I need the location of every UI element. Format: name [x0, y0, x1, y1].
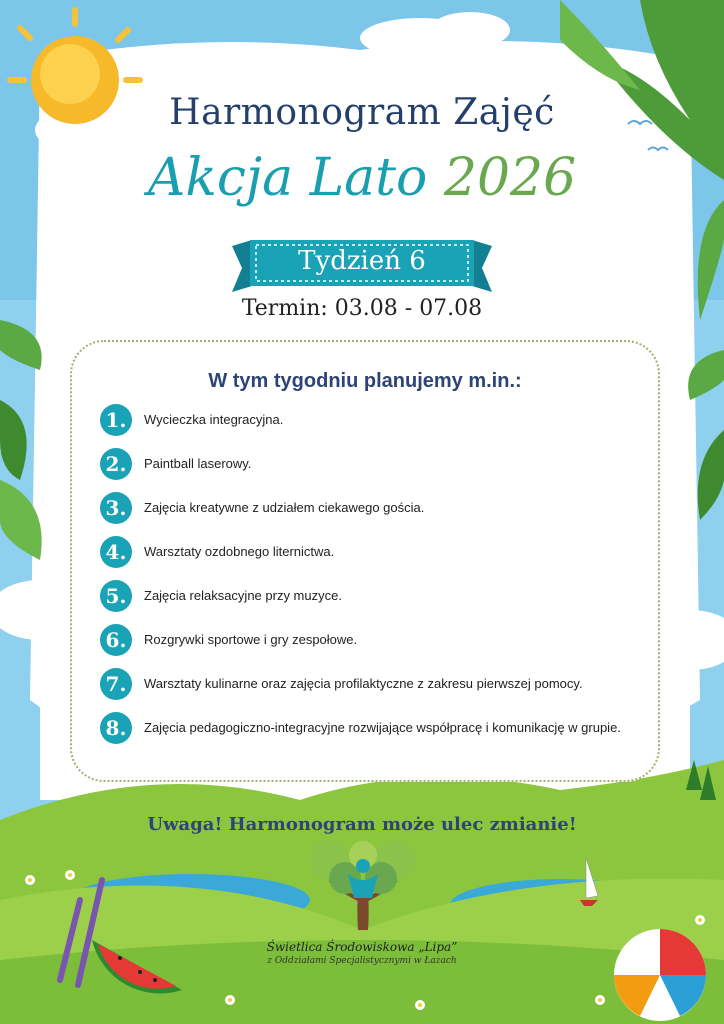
- event-subtitle: [0, 148, 724, 208]
- item-number-badge: 7.: [100, 668, 132, 700]
- week-banner: [232, 240, 492, 290]
- event-name: Akcja Lato: [147, 148, 444, 208]
- item-number-badge: 4.: [100, 536, 132, 568]
- item-number-badge: 2.: [100, 448, 132, 480]
- event-year: 2026: [443, 148, 577, 208]
- page-title: Harmonogram Zajęć: [169, 92, 555, 133]
- item-text: Zajęcia pedagogiczno-integracyjne rozwijające współpracę i komunikację w grupie.: [144, 720, 621, 735]
- item-text: Warsztaty ozdobnego liternictwa.: [144, 544, 335, 559]
- item-text: Zajęcia relaksacyjne przy muzyce.: [144, 588, 342, 603]
- organization-block: [230, 940, 494, 966]
- term-dates: Termin: 03.08 - 07.08: [241, 296, 483, 321]
- plan-heading: W tym tygodniu planujemy m.in.:: [208, 370, 522, 392]
- item-text: Zajęcia kreatywne z udziałem ciekawego gościa.: [144, 500, 425, 515]
- beach-ball-icon: [614, 929, 706, 1021]
- organization-subtitle: z Oddziałami Specjalistycznymi w Łazach: [267, 956, 457, 966]
- item-number-badge: 6.: [100, 624, 132, 656]
- item-number-badge: 5.: [100, 580, 132, 612]
- week-label: Tydzień 6: [298, 246, 426, 276]
- item-text: Warsztaty kulinarne oraz zajęcia profilaktyczne z zakresu pierwszej pomocy.: [144, 676, 583, 691]
- item-text: Rozgrywki sportowe i gry zespołowe.: [144, 632, 358, 647]
- item-number-badge: 8.: [100, 712, 132, 744]
- plan-panel: [70, 340, 660, 782]
- item-number-badge: 1.: [100, 404, 132, 436]
- item-text: Paintball laserowy.: [144, 456, 252, 471]
- organization-name: Świetlica Środowiskowa „Lipa”: [266, 940, 458, 954]
- item-text: Wycieczka integracyjna.: [144, 412, 284, 427]
- change-notice: Uwaga! Harmonogram może ulec zmianie!: [147, 814, 577, 835]
- item-number-badge: 3.: [100, 492, 132, 524]
